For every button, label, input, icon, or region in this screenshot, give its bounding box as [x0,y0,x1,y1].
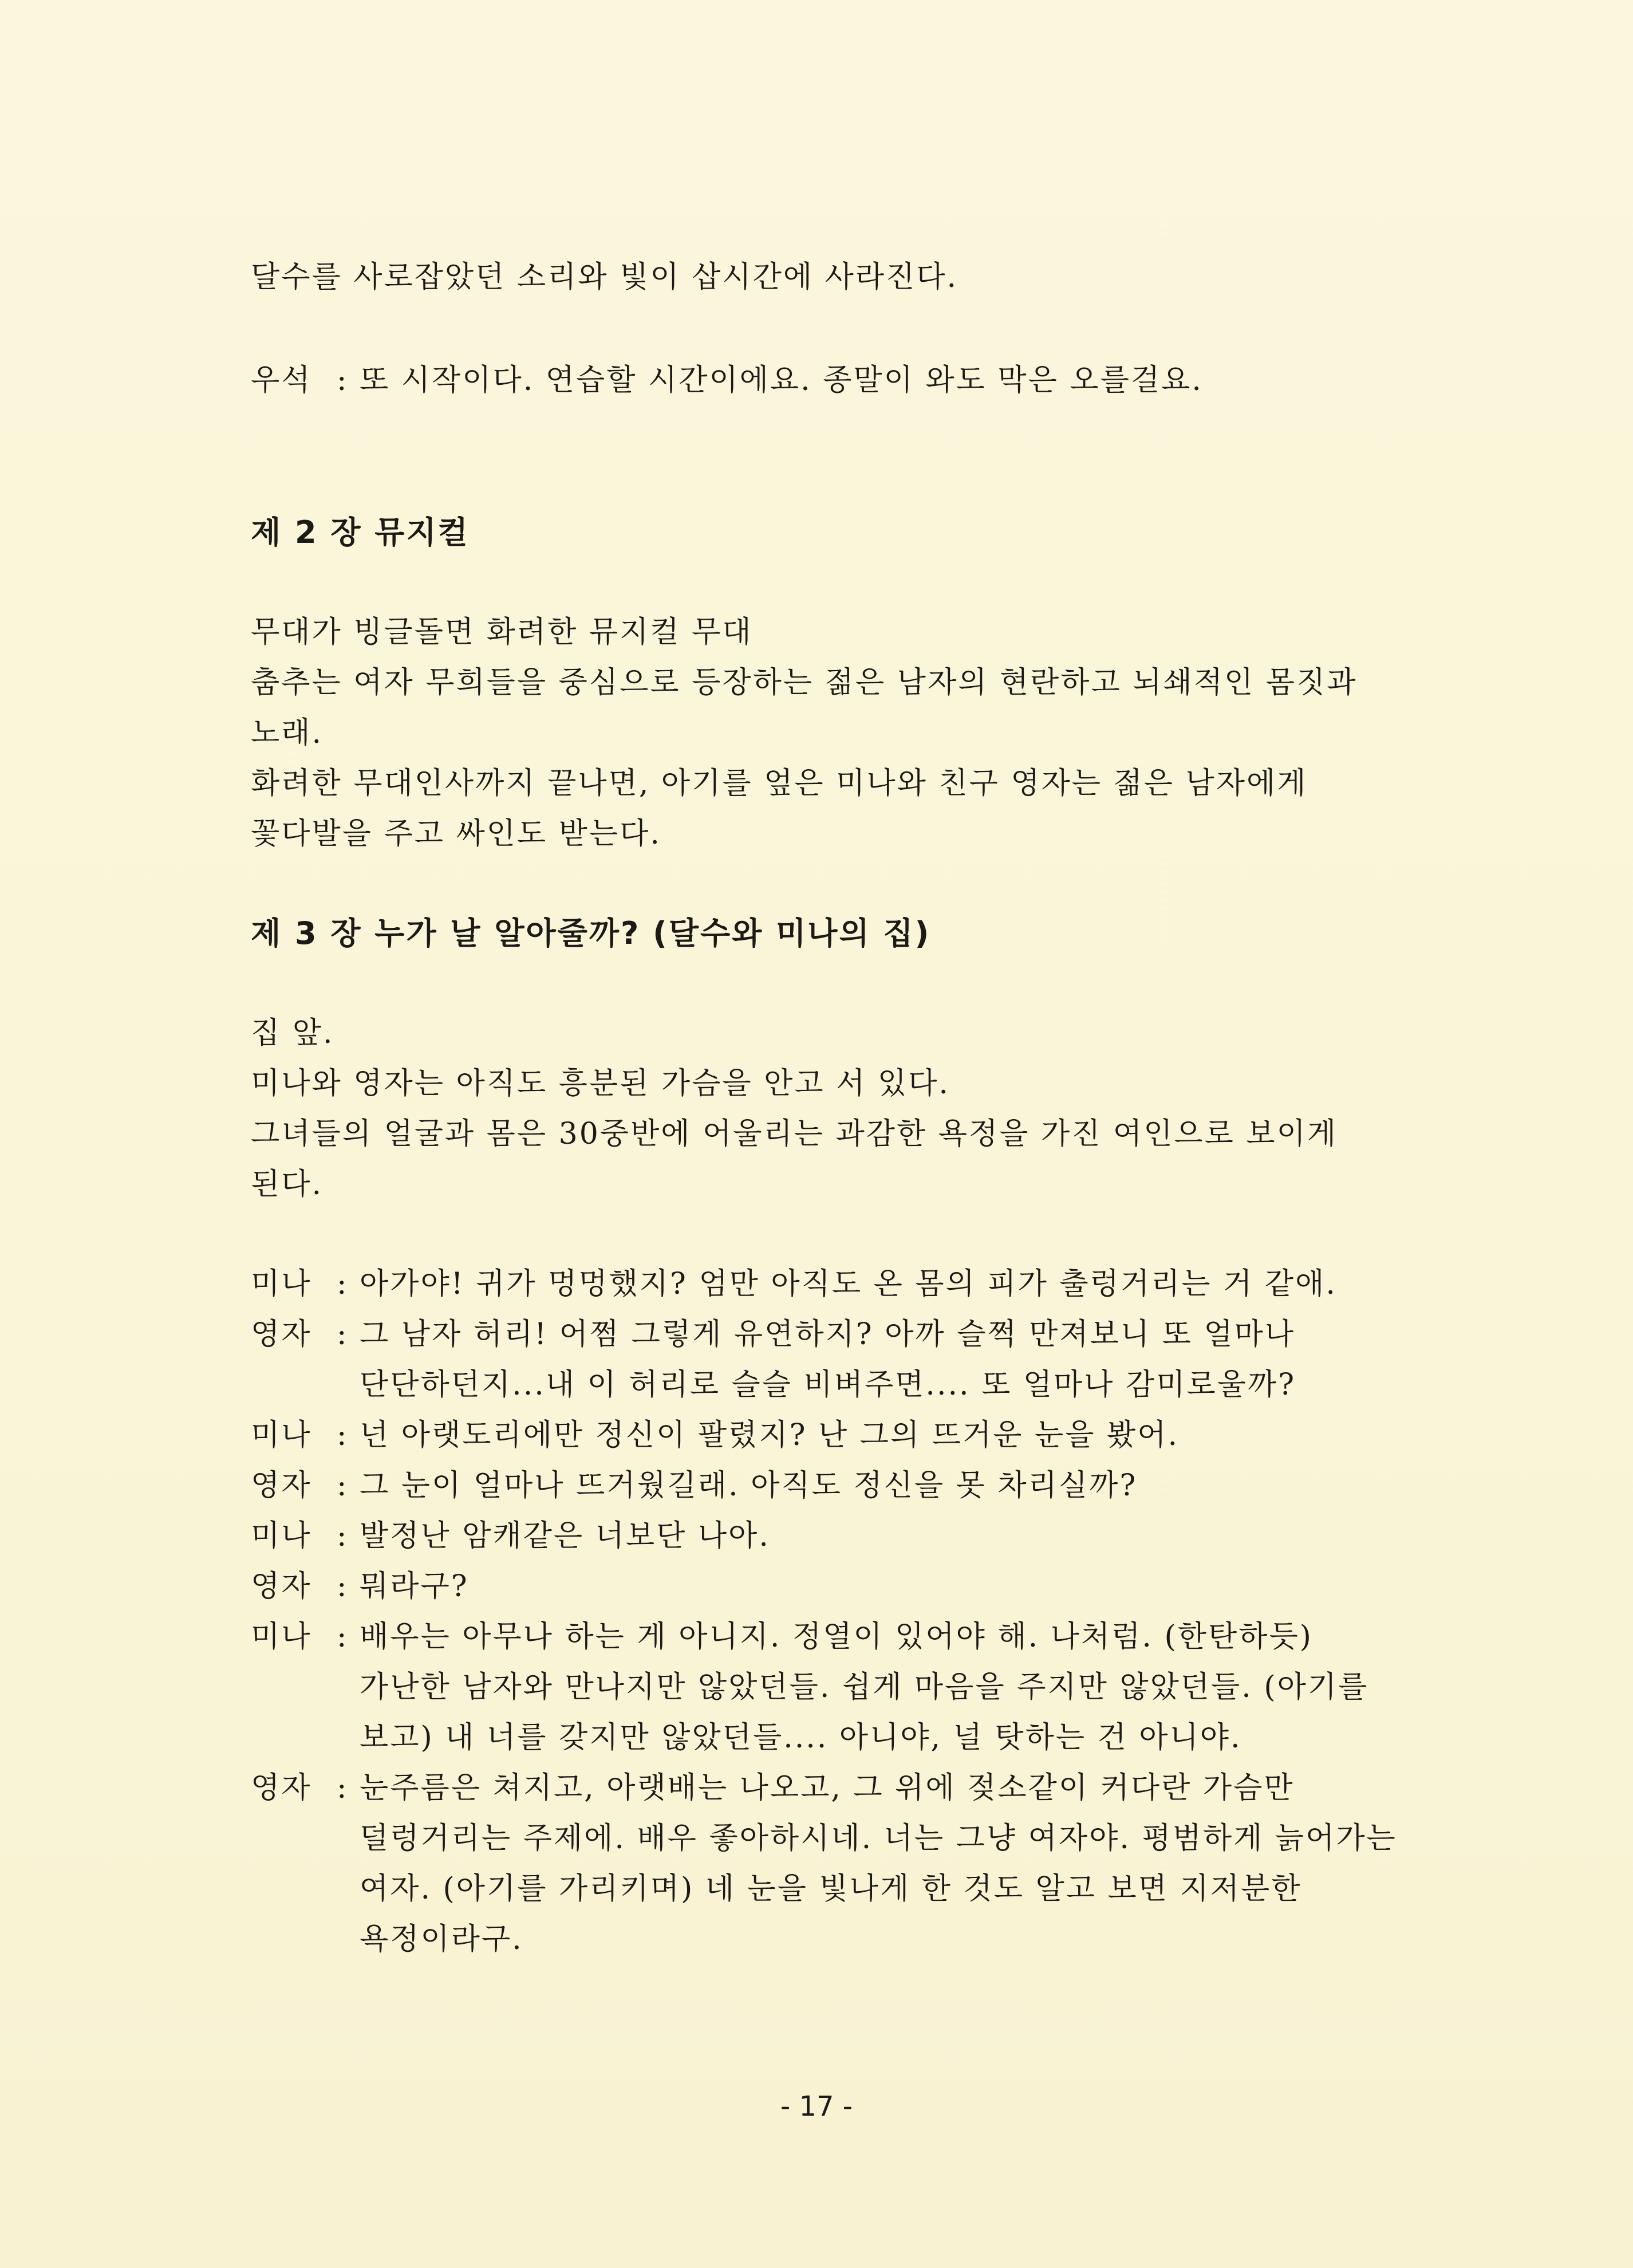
spacer [251,302,1402,355]
speech-text: 배우는 아무나 하는 게 아니지. 정열이 있어야 해. 나처럼. (한탄하듯) 가난한 남자와 만나지만 않았던들. 쉽게 마음을 주지만 않았던들. (아기를 보고) 내 너를 갖지만 않았던들.... 아니야, 널 탓하는 건 아니야. [360,1620,1369,1755]
speech-text: 그 남자 허리! 어쩜 그렇게 유연하지? 아까 슬쩍 만져보니 또 얼마나 단단하던지...내 이 허리로 슬슬 비벼주면.... 또 얼마나 감미로울까? [360,1317,1296,1402]
speech-text: 아가야! 귀가 멍멍했지? 엄만 아직도 온 몸의 피가 출렁거리는 거 같애. [360,1267,1337,1301]
speaker-name: 미나 [251,1519,312,1553]
speaker-name: 영자 [251,1569,312,1604]
stage-direction: 화려한 무대인사까지 끝나면, 아기를 엎은 미나와 친구 영자는 젊은 남자에게 꽃다발을 주고 싸인도 받는다. [251,766,1319,851]
page-number: - 17 - [780,2090,853,2123]
stage-direction: 미나와 영자는 아직도 흥분된 가슴을 안고 서 있다. [251,1066,950,1101]
spacer [251,859,1402,908]
stage-direction: 달수를 사로잡았던 소리와 빛이 삽시간에 사라진다. [251,260,959,294]
speaker-colon: : [337,1468,349,1503]
speech-text: 뭐라구? [360,1569,469,1604]
dialogue-line [251,1612,1402,1763]
dialogue-line [251,355,1402,405]
stage-direction: 무대가 빙글돌면 화려한 뮤지컬 무대 [251,615,753,649]
dialogue-line [251,1259,1402,1309]
spacer [251,405,1402,507]
dialogue-line [251,1410,1402,1460]
stage-direction: 그녀들의 얼굴과 몸은 30중반에 어울리는 과감한 욕정을 가진 여인으로 보이게 된다. [251,1117,1349,1202]
scene-heading: 제 3 장 누가 날 알아줄까? (달수와 미나의 집) [251,915,931,951]
stage-direction: 춤추는 여자 무희들을 중심으로 등장하는 젊은 남자의 현란하고 뇌쇄적인 몸짓과 노래. [251,666,1368,750]
speaker-name: 영자 [251,1771,312,1805]
speech-text: 눈주름은 쳐지고, 아랫배는 나오고, 그 위에 젖소같이 커다란 가슴만 덜렁거리는 주제에. 배우 좋아하시네. 너는 그냥 여자야. 평범하게 늙어가는 여자. (아기를 가리키며) 네 눈을 빛나게 한 것도 알고 보면 지저분한 욕정이라구. [360,1771,1397,1956]
speaker-colon: : [337,1418,349,1452]
speaker-colon: : [337,1267,349,1301]
speaker-name: 미나 [251,1418,312,1452]
stage-direction: 집 앞. [251,1016,334,1050]
speaker-colon: : [337,1519,349,1553]
speech-text: 그 눈이 얼마나 뜨거웠길래. 아직도 정신을 못 차리실까? [360,1468,1138,1503]
dialogue-line [251,1460,1402,1511]
speaker-colon: : [337,1620,349,1654]
speaker-colon: : [337,1771,349,1805]
dialogue-line [251,1511,1402,1561]
speaker-colon: : [337,1569,349,1604]
speaker-name: 영자 [251,1468,312,1503]
speech-text: 발정난 암캐같은 너보단 나아. [360,1519,770,1553]
spacer [251,959,1402,1008]
script-body [251,252,1402,1964]
scene-heading: 제 2 장 뮤지컬 [251,514,470,550]
dialogue-line [251,1763,1402,1964]
speaker-colon: : [337,1317,349,1352]
speaker-name: 미나 [251,1620,312,1654]
speaker-name: 우석 [251,363,312,397]
speaker-colon: : [337,363,349,397]
dialogue-line [251,1309,1402,1410]
speech-text: 또 시작이다. 연습할 시간이에요. 종말이 와도 막은 오를걸요. [360,363,1203,397]
spacer [251,558,1402,607]
speaker-name: 영자 [251,1317,312,1352]
spacer [251,1210,1402,1259]
speech-text: 넌 아랫도리에만 정신이 팔렸지? 난 그의 뜨거운 눈을 봤어. [360,1418,1179,1452]
speaker-name: 미나 [251,1267,312,1301]
dialogue-line [251,1561,1402,1612]
